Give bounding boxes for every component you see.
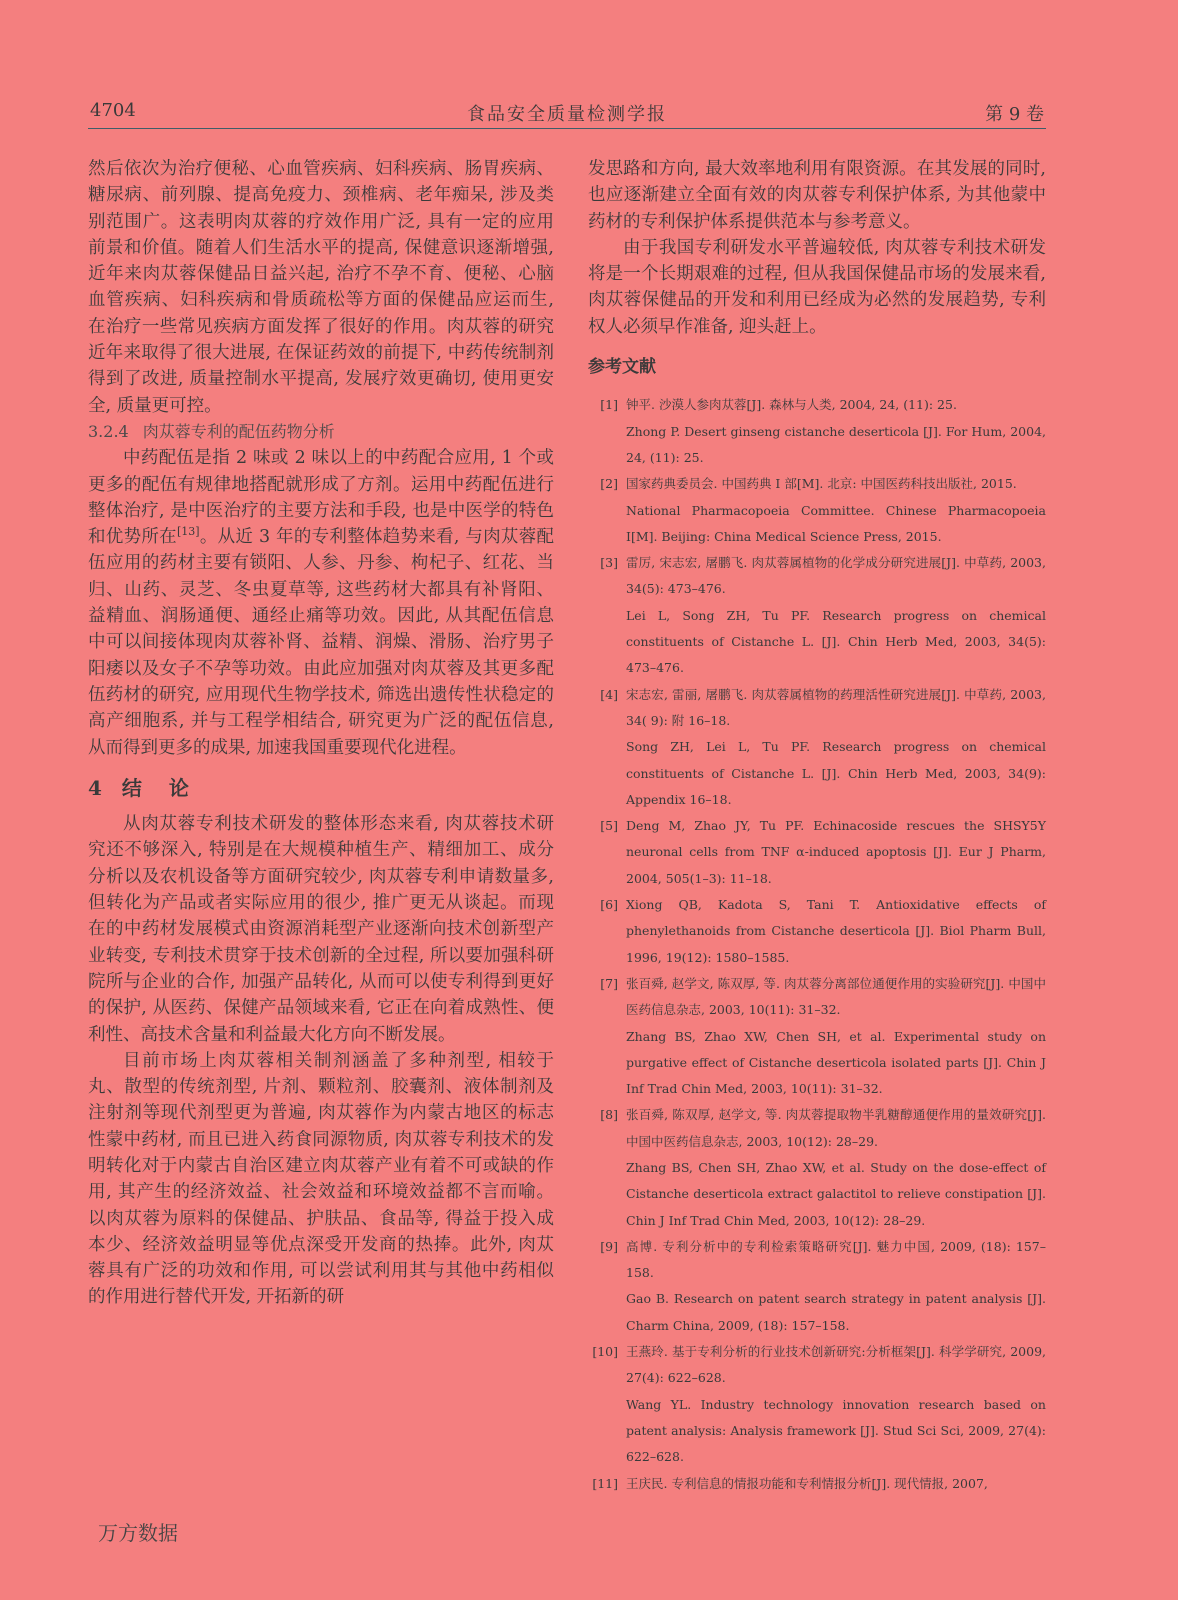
reference-chinese: 国家药典委员会. 中国药典 I 部[M]. 北京: 中国医药科技出版社, 2015.: [626, 476, 1017, 492]
reference-body: [626, 550, 1046, 681]
reference-english: Lei L, Song ZH, Tu PF. Research progress on chemical constituents of Cistanche L. [J]. Chin Herb Med, 2003, 34(5): 473–476.: [626, 607, 1046, 676]
reference-body: [626, 1471, 1046, 1497]
volume-label: 第 9 卷: [985, 104, 1044, 125]
reference-number: [1]: [600, 397, 618, 413]
reference-chinese: 王燕玲. 基于专利分析的行业技术创新研究:分析框架[J]. 科学学研究, 2009, 27(4): 622–628.: [626, 1344, 1046, 1386]
reference-item: [588, 1102, 1046, 1233]
reference-item: [588, 1234, 1046, 1339]
reference-number: [4]: [600, 686, 618, 702]
reference-number: [2]: [600, 476, 618, 492]
reference-english: Zhong P. Desert ginseng cistanche deserticola [J]. For Hum, 2004, 24, (11): 25.: [626, 423, 1046, 465]
reference-item: [588, 1339, 1046, 1470]
paragraph: 从肉苁蓉专利技术研发的整体形态来看, 肉苁蓉技术研究还不够深入, 特别是在大规模种植生产、精细加工、成分分析以及农机设备等方面研究较少, 肉苁蓉专利申请数量多, 但转化为产品或者实际应用的很少, 推广更无从谈起。而现在的中药材发展模式由资源消耗型产业逐渐向技术创新型产业转变, 专利技术贯穿于技术创新的全过程, 所以要加强科研院所与企业的合作, 加强产品转化, 从而可以使专利得到更好的保护, 从医药、保健产品领域来看, 它正在向着成熟性、便利性、高技术含量和利益最大化方向不断发展。: [88, 814, 554, 1045]
reference-number: [3]: [600, 555, 618, 571]
reference-body: [626, 682, 1046, 813]
reference-body: [626, 971, 1046, 1102]
reference-chinese: 宋志宏, 雷丽, 屠鹏飞. 肉苁蓉属植物的药理活性研究进展[J]. 中草药, 2003, 34( 9): 附 16–18.: [626, 686, 1046, 728]
reference-number: [7]: [600, 975, 618, 991]
reference-body: [626, 892, 1046, 971]
subsection-title: 肉苁蓉专利的配伍药物分析: [142, 421, 335, 441]
reference-chinese: 王庆民. 专利信息的情报功能和专利情报分析[J]. 现代情报, 2007,: [626, 1475, 988, 1491]
reference-body: [626, 471, 1046, 550]
reference-number: [9]: [600, 1238, 618, 1254]
paragraph: 然后依次为治疗便秘、心血管疾病、妇科疾病、肠胃疾病、糖尿病、前列腺、提高免疫力、颈椎病、老年痴呆, 涉及类别范围广。这表明肉苁蓉的疗效作用广泛, 具有一定的应用前景和价值。随着人们生活水平的提高, 保健意识逐渐增强, 近年来肉苁蓉保健品日益兴起, 治疗不孕不育、便秘、心脑血管疾病、妇科疾病和骨质疏松等方面的保健品应运而生, 在治疗一些常见疾病方面发挥了很好的作用。肉苁蓉的研究近年来取得了很大进展, 在保证药效的前提下, 中药传统制剂得到了改进, 质量控制水平提高, 发展疗效更确切, 使用更安全, 质量更可控。: [88, 159, 554, 416]
watermark: 万方数据: [98, 1521, 178, 1545]
reference-english: Song ZH, Lei L, Tu PF. Research progress on chemical constituents of Cistanche L. [J]. Chin Herb Med, 2003, 34(9): Appendix 16–18.: [626, 739, 1046, 807]
subsection-heading: [88, 419, 554, 445]
page-header: [88, 98, 1046, 129]
journal-title: 食品安全质量检测学报: [467, 104, 667, 125]
paragraph-text: 。从近 3 年的专利整体趋势来看, 与肉苁蓉配伍应用的药材主要有锁阳、人参、丹参、枸杞子、红花、当归、山药、灵芝、冬虫夏草等, 这些药材大都具有补肾阳、益精血、润肠通便、通经止痛等功效。因此, 从其配伍信息中可以间接体现肉苁蓉补肾、益精、润燥、滑肠、治疗男子阳痿以及女子不孕等功效。由此应加强对肉苁蓉及其更多配伍药材的研究, 应用现代生物学技术, 筛选出遗传性状稳定的高产细胞系, 并与工程学相结合, 研究更为广泛的配伍信息, 从而得到更多的成果, 加速我国重要现代化进程。: [88, 527, 555, 758]
reference-chinese: 张百舜, 陈双厚, 赵学文, 等. 肉苁蓉提取物半乳糖醇通便作用的量效研究[J]. 中国中医药信息杂志, 2003, 10(12): 28–29.: [626, 1107, 1046, 1149]
reference-number: [5]: [600, 818, 618, 834]
reference-body: [626, 1102, 1046, 1233]
reference-body: [626, 1339, 1046, 1470]
reference-number: [6]: [600, 897, 618, 913]
reference-chinese: 钟平. 沙漠人参肉苁蓉[J]. 森林与人类, 2004, 24, (11): 25.: [626, 397, 957, 413]
reference-english: Deng M, Zhao JY, Tu PF. Echinacoside rescues the SHSY5Y neuronal cells from TNF α-induced apoptosis [J]. Eur J Pharm, 2004, 505(1–3): 11–18.: [626, 818, 1046, 886]
reference-english: Zhang BS, Chen SH, Zhao XW, et al. Study on the dose-effect of Cistanche deserticola extract galactitol to relieve constipation [J]. Chin J Inf Trad Chin Med, 2003, 10(12): 28–29.: [626, 1159, 1046, 1228]
references-heading: 参考文献: [588, 357, 656, 378]
paragraph: 目前市场上肉苁蓉相关制剂涵盖了多种剂型, 相较于丸、散型的传统剂型, 片剂、颗粒剂、胶囊剂、液体制剂及注射剂等现代剂型更为普遍, 肉苁蓉作为内蒙古地区的标志性蒙中药材, 而且已进入药食同源物质, 肉苁蓉专利技术的发明转化对于内蒙古自治区建立肉苁蓉产业有着不可或缺的作用, 其产生的经济效益、社会效益和环境效益都不言而喻。以肉苁蓉为原料的保健品、护肤品、食品等, 得益于投入成本少、经济效益明显等优点深受开发商的热捧。此外, 肉苁蓉具有广泛的功效和作用, 可以尝试利用其与其他中药相似的作用进行替代开发, 开拓新的研: [88, 1050, 554, 1308]
reference-number: [11]: [592, 1475, 618, 1491]
citation: [13]: [176, 525, 200, 539]
paragraph: [88, 445, 554, 761]
reference-item: [588, 1471, 1046, 1497]
section-title: 结 论: [121, 775, 199, 800]
reference-chinese: 高博. 专利分析中的专利检索策略研究[J]. 魅力中国, 2009, (18): 157–158.: [626, 1238, 1046, 1281]
reference-item: [588, 813, 1046, 892]
reference-item: [588, 471, 1046, 550]
reference-body: [626, 392, 1046, 471]
section-number: 4: [88, 775, 112, 800]
paragraph: 由于我国专利研发水平普遍较低, 肉苁蓉专利技术研发将是一个长期艰难的过程, 但从我国保健品市场的发展来看, 肉苁蓉保健品的开发和利用已经成为必然的发展趋势, 专利权人必须早作准备, 迎头赶上。: [588, 237, 1046, 337]
reference-item: [588, 682, 1046, 813]
reference-item: [588, 392, 1046, 471]
reference-number: [8]: [600, 1107, 618, 1123]
subsection-number: 3.2.4: [88, 421, 129, 441]
paragraph: 发思路和方向, 最大效率地利用有限资源。在其发展的同时, 也应逐渐建立全面有效的肉苁蓉专利保护体系, 为其他蒙中药材的专利保护体系提供范本与参考意义。: [588, 159, 1046, 232]
reference-english: Wang YL. Industry technology innovation research based on patent analysis: Analysis framework [J]. Stud Sci Sci, 2009, 27(4): 622–628.: [626, 1396, 1046, 1465]
paragraph-text: 中药配伍是指 2 味或 2 味以上的中药配合应用, 1 个或更多的配伍有规律地搭配就形成了方剂。运用中药配伍进行整体治疗, 是中医治疗的主要方法和手段, 也是中医学的特色和优势所在: [88, 448, 554, 548]
right-column: [588, 156, 1046, 1497]
reference-body: [626, 813, 1046, 892]
reference-item: [588, 971, 1046, 1102]
reference-english: Xiong QB, Kadota S, Tani T. Antioxidative effects of phenylethanoids from Cistanche deserticola [J]. Biol Pharm Bull, 1996, 19(12): 1580–1585.: [626, 897, 1046, 965]
reference-list: [588, 392, 1046, 1496]
reference-item: [588, 550, 1046, 681]
reference-number: [10]: [592, 1344, 618, 1360]
reference-chinese: 张百舜, 赵学文, 陈双厚, 等. 肉苁蓉分离部位通便作用的实验研究[J]. 中国中医药信息杂志, 2003, 10(11): 31–32.: [626, 975, 1046, 1018]
left-column: [88, 156, 554, 1311]
reference-english: Zhang BS, Zhao XW, Chen SH, et al. Experimental study on purgative effect of Cistanche deserticola isolated parts [J]. Chin J Inf Trad Chin Med, 2003, 10(11): 31–32.: [626, 1028, 1046, 1097]
reference-english: National Pharmacopoeia Committee. Chinese Pharmacopoeia Ⅰ[M]. Beijing: China Medical Science Press, 2015.: [626, 502, 1046, 544]
reference-chinese: 雷厉, 宋志宏, 屠鹏飞. 肉苁蓉属植物的化学成分研究进展[J]. 中草药, 2003, 34(5): 473–476.: [626, 555, 1046, 597]
page-number: 4704: [90, 100, 136, 121]
section-heading: [88, 775, 554, 801]
reference-english: Gao B. Research on patent search strategy in patent analysis [J]. Charm China, 2009, (18): 157–158.: [626, 1291, 1046, 1333]
reference-body: [626, 1234, 1046, 1339]
reference-item: [588, 892, 1046, 971]
